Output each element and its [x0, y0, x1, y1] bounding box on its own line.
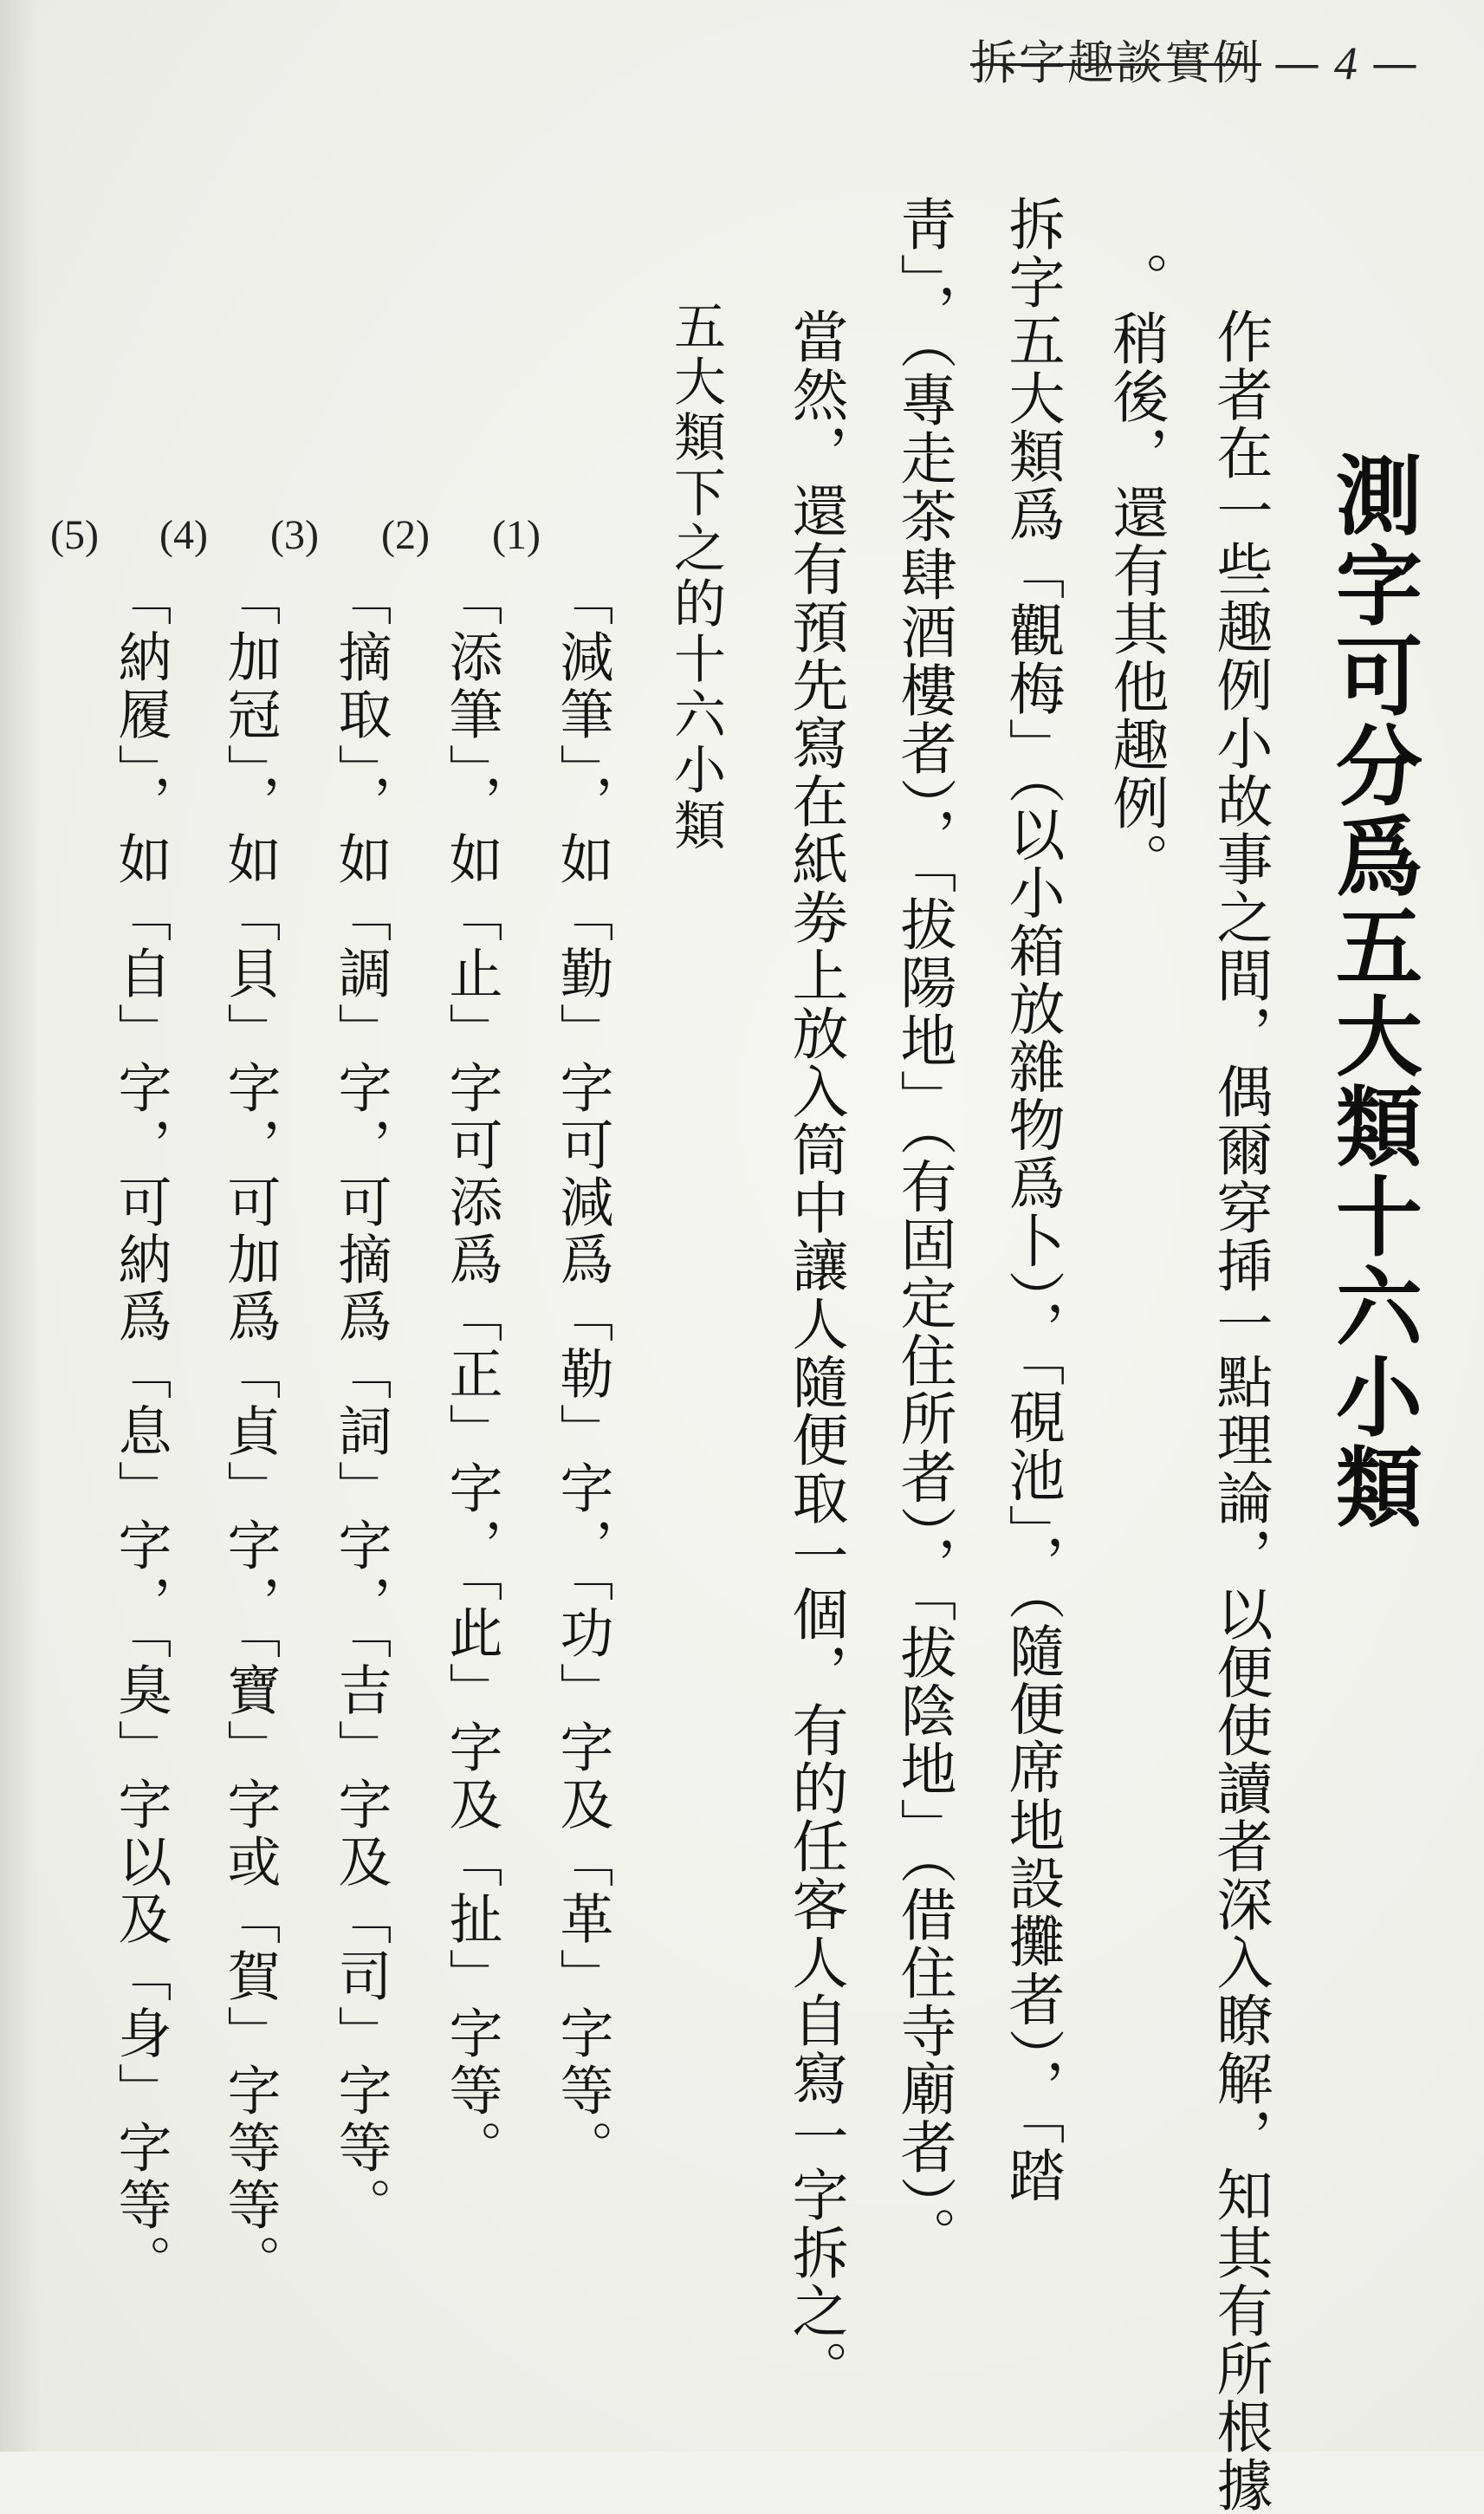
item-4-text: 「加冠」，如「貝」字，可加爲「貞」字，「寶」字或「賀」字等等。: [218, 572, 282, 2291]
paragraph-line-4: 靑」，（專走茶肆酒樓者），「拔陽地」（有固定住所者），「拔陰地」（借住寺廟者）。: [891, 195, 956, 2264]
paragraph-line-2: 。稍後，還有其他趣例。: [1103, 251, 1168, 890]
item-3-text: 「摘取」，如「調」字，可摘爲「詞」字，「吉」字及「司」字等。: [329, 572, 392, 2234]
item-number-1: (1): [492, 512, 541, 558]
item-5-text: 「納履」，如「自」字，可納爲「息」字，「臭」字以及「身」字等。: [109, 572, 172, 2291]
item-number-5: (5): [50, 512, 99, 558]
item-1-text: 「減筆」，如「勤」字可減爲「勒」字，「功」字及「革」字等。: [551, 572, 614, 2177]
page-number: 4: [1334, 37, 1359, 89]
page-fold-shadow: [0, 0, 40, 2452]
item-number-4: (4): [159, 512, 208, 558]
running-header: [970, 26, 1432, 93]
item-2-text: 「添筆」，如「止」字可添爲「正」字，「此」字及「扯」字等。: [440, 572, 503, 2177]
header-dash-right: —: [1371, 36, 1420, 90]
header-dash-left: —: [1273, 36, 1322, 90]
item-number-2: (2): [381, 512, 430, 558]
paragraph-line-1: 作者在一些趣例小故事之間，偶爾穿揷一點理論，以便使讀者深入瞭解，知其有所根據: [1207, 308, 1272, 2514]
item-number-3: (3): [270, 512, 319, 558]
subheading-sixteen-types: 五大類下之的十六小類: [665, 299, 726, 854]
section-title: 測字可分爲五大類十六小類: [1321, 451, 1422, 1532]
paragraph-line-5: 當然，還有預先寫在紙劵上放入筒中讓人隨便取一個，有的任客人自寫一字拆之。: [782, 308, 847, 2398]
paragraph-line-3: 拆字五大類爲「觀梅」（以小箱放雜物爲卜），「硯池」，（隨便席地設攤者），「踏: [999, 195, 1064, 2205]
book-title: 拆字趣談實例: [970, 36, 1261, 90]
